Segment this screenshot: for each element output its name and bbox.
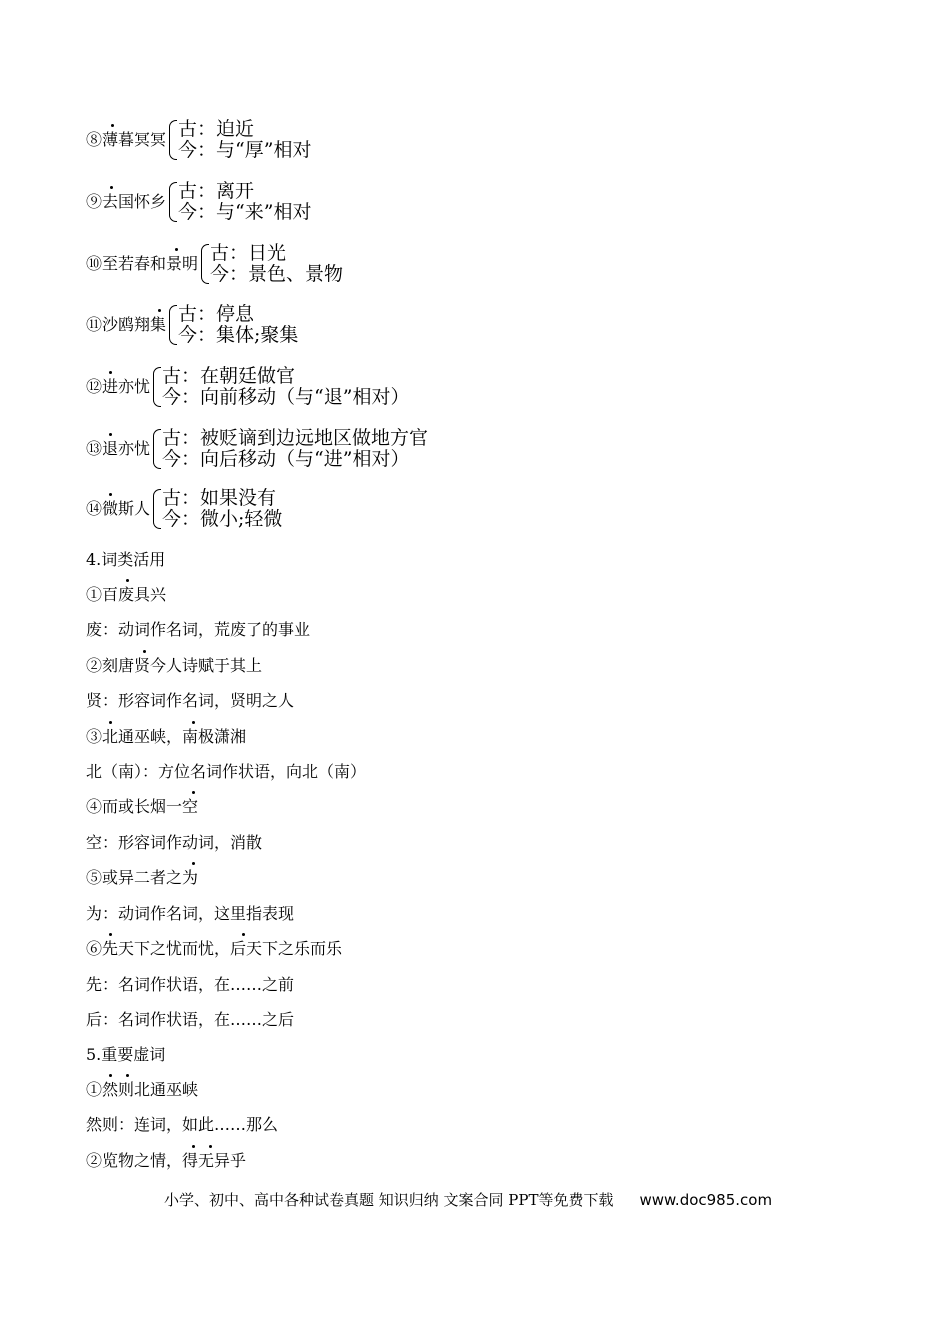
emphasis-dot — [109, 493, 112, 496]
example-sentence: ①然则北通巫峡 — [86, 1080, 198, 1100]
modern-meaning: 今：向后移动（与“进”相对） — [162, 448, 410, 470]
ancient-meaning: 古：停息 — [178, 303, 255, 325]
comparison-item — [86, 243, 343, 285]
page-footer — [164, 1190, 772, 1210]
example-sentence: ②览物之情，得无异乎 — [86, 1151, 246, 1171]
explanation-text: 空：形容词作动词，消散 — [86, 833, 263, 852]
modern-meaning: 今：集体;聚集 — [178, 324, 299, 346]
emphasis-dot — [242, 933, 245, 936]
emphasis-dot — [109, 933, 112, 936]
brace-bracket — [201, 244, 209, 284]
modern-meaning: 今：微小;轻微 — [162, 508, 283, 530]
brace-bracket — [169, 120, 177, 160]
ancient-meaning: 古：在朝廷做官 — [162, 365, 296, 387]
modern-meaning: 今：与“来”相对 — [178, 201, 312, 223]
emphasis-dot — [109, 721, 112, 724]
explanation-text: 北（南）：方位名词作状语，向北（南） — [86, 762, 367, 781]
emphasis-dot — [192, 721, 195, 724]
example-sentence: ③北通巫峡，南极潇湘 — [86, 727, 246, 747]
explanation-text: 为：动词作名词，这里指表现 — [86, 904, 295, 923]
example-sentence: ②刻唐贤今人诗赋于其上 — [86, 656, 262, 676]
comparison-term: ⑫进亦忧 — [86, 377, 150, 397]
brace-bracket — [169, 182, 177, 222]
footer-site-link[interactable]: www.doc985.com — [639, 1191, 773, 1209]
comparison-term: ⑧薄暮冥冥 — [86, 130, 166, 150]
explanation-text: 废：动词作名词，荒废了的事业 — [86, 620, 311, 639]
section-heading: 5.重要虚词 — [86, 1045, 166, 1064]
comparison-term: ⑨去国怀乡 — [86, 192, 166, 212]
emphasis-dot — [143, 650, 146, 653]
comparison-item — [86, 181, 311, 223]
ancient-meaning: 古：日光 — [210, 242, 287, 264]
ancient-meaning: 古：离开 — [178, 180, 255, 202]
explanation-text: 先：名词作状语，在……之前 — [86, 975, 295, 994]
comparison-item — [86, 488, 282, 530]
brace-bracket — [153, 489, 161, 529]
emphasis-dot — [158, 309, 161, 312]
comparison-term: ⑬退亦忧 — [86, 439, 150, 459]
emphasis-dot — [175, 248, 178, 251]
comparison-term: ⑪沙鸥翔集 — [86, 315, 166, 335]
example-sentence: ①百废具兴 — [86, 585, 166, 605]
modern-meaning: 今：向前移动（与“退”相对） — [162, 386, 410, 408]
example-sentence: ④而或长烟一空 — [86, 797, 198, 817]
emphasis-dot — [109, 371, 112, 374]
emphasis-dot — [192, 862, 195, 865]
comparison-item — [86, 428, 428, 470]
emphasis-dot — [192, 791, 195, 794]
emphasis-dot — [209, 1145, 212, 1148]
comparison-item — [86, 366, 409, 408]
emphasis-dot — [126, 1074, 129, 1077]
emphasis-dot — [192, 1145, 195, 1148]
comparison-term: ⑭微斯人 — [86, 499, 150, 519]
footer-text: 小学、初中、高中各种试卷真题 知识归纳 文案合同 PPT等免费下载 — [164, 1191, 614, 1209]
explanation-text: 然则：连词，如此……那么 — [86, 1115, 279, 1134]
brace-bracket — [153, 367, 161, 407]
section-heading: 4.词类活用 — [86, 550, 166, 569]
example-sentence: ⑥先天下之忧而忧，后天下之乐而乐 — [86, 939, 342, 959]
ancient-meaning: 古：被贬谪到边远地区做地方官 — [162, 427, 429, 449]
comparison-item — [86, 304, 298, 346]
emphasis-dot — [110, 186, 113, 189]
emphasis-dot — [126, 579, 129, 582]
ancient-meaning: 古：如果没有 — [162, 487, 277, 509]
example-sentence: ⑤或异二者之为 — [86, 868, 198, 888]
emphasis-dot — [111, 124, 114, 127]
emphasis-dot — [109, 433, 112, 436]
comparison-item — [86, 119, 311, 161]
ancient-meaning: 古：迫近 — [178, 118, 255, 140]
brace-bracket — [169, 305, 177, 345]
comparison-term: ⑩至若春和景明 — [86, 254, 198, 274]
emphasis-dot — [109, 1074, 112, 1077]
explanation-text: 后：名词作状语，在……之后 — [86, 1010, 295, 1029]
explanation-text: 贤：形容词作名词，贤明之人 — [86, 691, 295, 710]
brace-bracket — [153, 429, 161, 469]
modern-meaning: 今：与“厚”相对 — [178, 139, 312, 161]
modern-meaning: 今：景色、景物 — [210, 263, 344, 285]
